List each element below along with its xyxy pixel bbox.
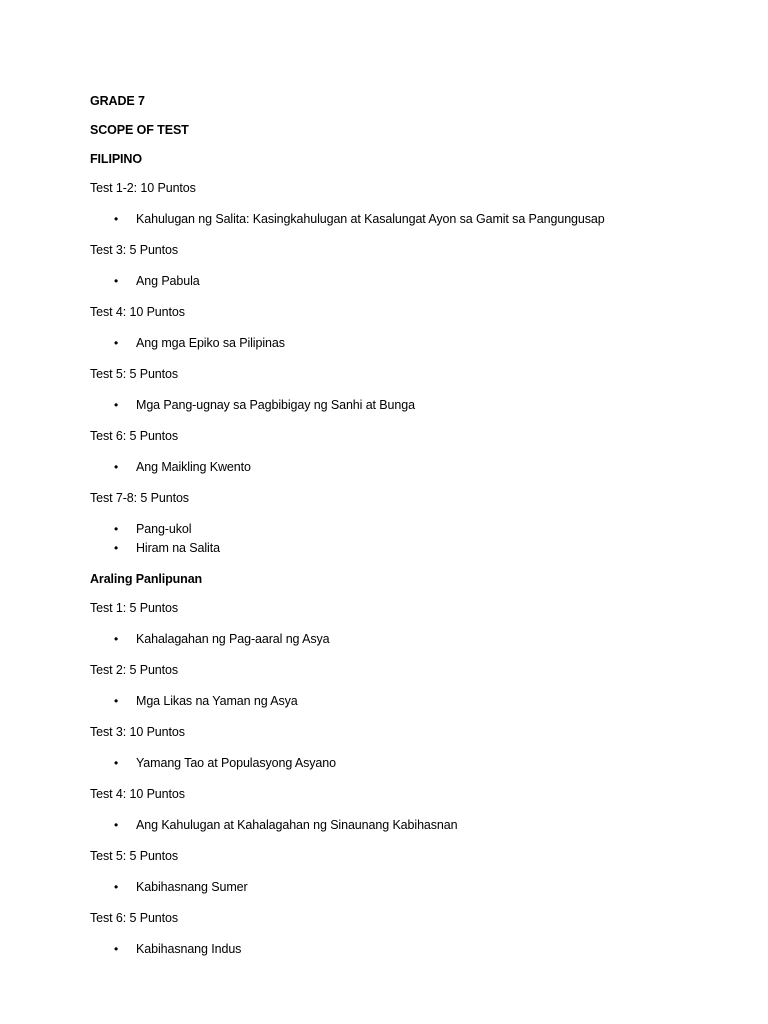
test-label: Test 3: 5 Puntos — [90, 243, 179, 257]
document-body — [90, 93, 730, 959]
test-label: Test 1-2: 10 Puntos — [90, 181, 196, 195]
scope-heading: SCOPE OF TEST — [90, 123, 189, 137]
test-topic-list — [90, 520, 730, 558]
topic-list-item — [90, 210, 730, 229]
topic-text: Ang mga Epiko sa Pilipinas — [136, 336, 285, 350]
bullet-icon: • — [114, 212, 119, 226]
test-label: Test 5: 5 Puntos — [90, 849, 179, 863]
grade-heading: GRADE 7 — [90, 94, 145, 108]
bullet-icon: • — [114, 818, 119, 832]
araling-panlipunan-section — [90, 600, 730, 959]
topic-list-item — [90, 692, 730, 711]
subject-heading-filipino: FILIPINO — [90, 152, 142, 166]
topic-list-item — [90, 272, 730, 291]
topic-list-item — [90, 539, 730, 558]
bullet-icon: • — [114, 460, 119, 474]
topic-text: Yamang Tao at Populasyong Asyano — [136, 756, 336, 770]
topic-text: Mga Likas na Yaman ng Asya — [136, 694, 298, 708]
test-topic-list — [90, 692, 730, 711]
topic-list-item — [90, 630, 730, 649]
bullet-icon: • — [114, 522, 119, 536]
filipino-section — [90, 180, 730, 558]
bullet-icon: • — [114, 756, 119, 770]
topic-text: Ang Kahulugan at Kahalagahan ng Sinaunang Kabihasnan — [136, 818, 458, 832]
topic-text: Kabihasnang Sumer — [136, 880, 248, 894]
test-label: Test 3: 10 Puntos — [90, 725, 185, 739]
test-topic-list — [90, 458, 730, 477]
test-topic-list — [90, 272, 730, 291]
test-topic-list — [90, 630, 730, 649]
test-label: Test 1: 5 Puntos — [90, 601, 179, 615]
bullet-icon: • — [114, 942, 119, 956]
topic-list-item — [90, 334, 730, 353]
test-label: Test 5: 5 Puntos — [90, 367, 179, 381]
topic-text: Pang-ukol — [136, 522, 192, 536]
test-topic-list — [90, 816, 730, 835]
topic-text: Mga Pang-ugnay sa Pagbibigay ng Sanhi at Bunga — [136, 398, 415, 412]
topic-list-item — [90, 940, 730, 959]
topic-text: Ang Pabula — [136, 274, 200, 288]
test-label: Test 2: 5 Puntos — [90, 663, 179, 677]
test-topic-list — [90, 878, 730, 897]
test-label: Test 4: 10 Puntos — [90, 305, 185, 319]
bullet-icon: • — [114, 274, 119, 288]
topic-list-item — [90, 816, 730, 835]
topic-list-item — [90, 396, 730, 415]
test-topic-list — [90, 334, 730, 353]
topic-list-item — [90, 458, 730, 477]
subject-heading-araling-panlipunan: Araling Panlipunan — [90, 572, 203, 586]
topic-text: Kahalagahan ng Pag-aaral ng Asya — [136, 632, 330, 646]
test-topic-list — [90, 396, 730, 415]
topic-text: Kabihasnang Indus — [136, 942, 242, 956]
bullet-icon: • — [114, 694, 119, 708]
bullet-icon: • — [114, 398, 119, 412]
topic-text: Ang Maikling Kwento — [136, 460, 251, 474]
bullet-icon: • — [114, 541, 119, 555]
test-label: Test 4: 10 Puntos — [90, 787, 185, 801]
topic-list-item — [90, 520, 730, 539]
topic-text: Kahulugan ng Salita: Kasingkahulugan at Kasalungat Ayon sa Gamit sa Pangungusap — [136, 212, 605, 226]
test-topic-list — [90, 940, 730, 959]
test-topic-list — [90, 210, 730, 229]
test-label: Test 7-8: 5 Puntos — [90, 491, 189, 505]
test-label: Test 6: 5 Puntos — [90, 429, 179, 443]
topic-list-item — [90, 754, 730, 773]
test-label: Test 6: 5 Puntos — [90, 911, 179, 925]
bullet-icon: • — [114, 632, 119, 646]
test-topic-list — [90, 754, 730, 773]
topic-list-item — [90, 878, 730, 897]
bullet-icon: • — [114, 880, 119, 894]
bullet-icon: • — [114, 336, 119, 350]
topic-text: Hiram na Salita — [136, 541, 220, 555]
